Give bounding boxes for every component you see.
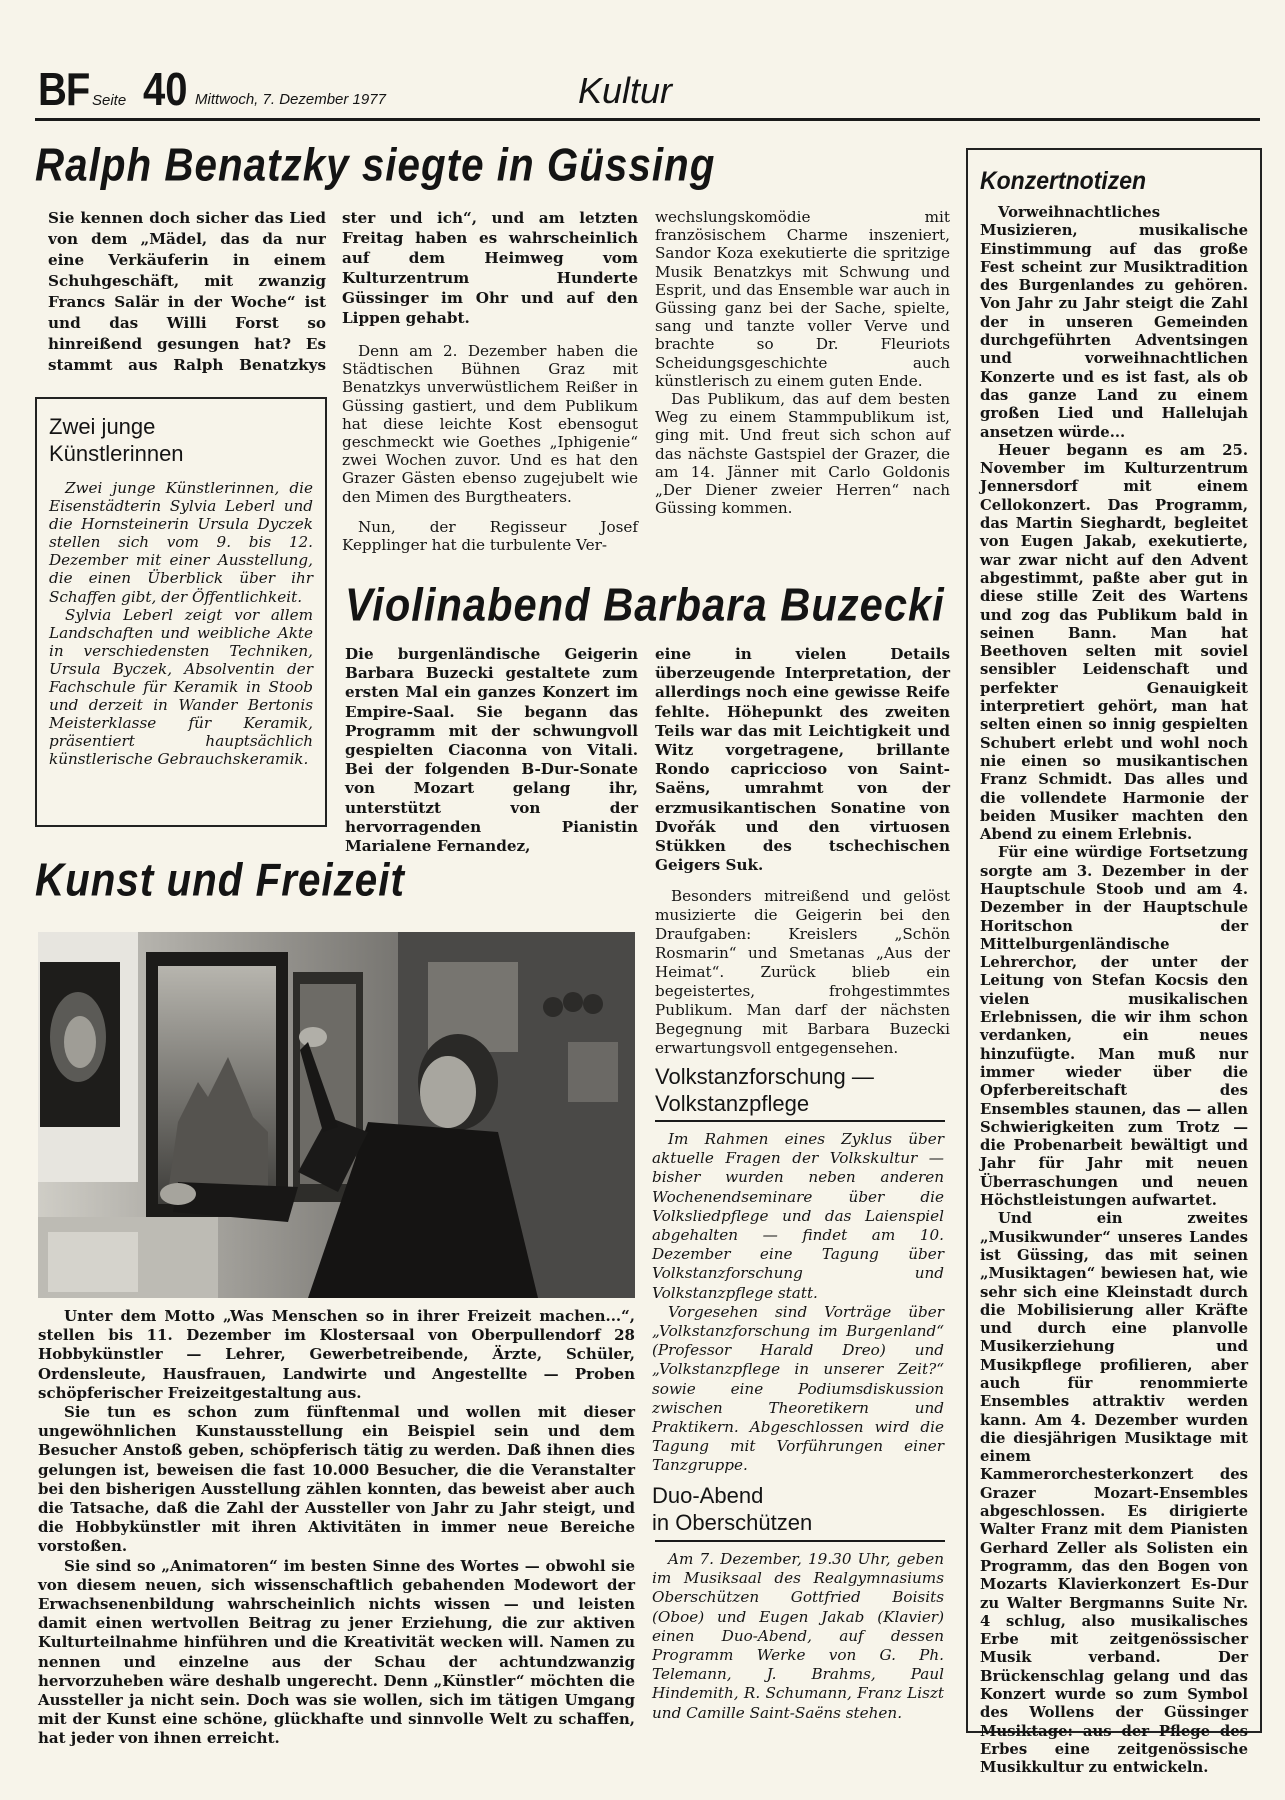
paragraph: Zwei junge Künstlerinnen, die Eisenstädterin Sylvia Leberl und die Hornsteinerin Ursula Dyczek stellen sich vom 9. bis 12. Dezember mit einer Ausstellung, die einen Überblick über ihr Schaffen gibt, der Öffentlichkeit. — [49, 479, 313, 606]
article-violinabend-col1: Die burgenländische Geigerin Barbara Buzecki gestaltete zum ersten Mal ein ganzes Konzert im Empire-Saal. Sie begann das Programm mit der schwungvoll gespielten Ciaconna von Vitali. Bei der folgenden B-Dur-Sonate von Mozart gelang ihr, unterstützt von der hervorragenden Pianistin Marialene Fernandez, — [345, 645, 638, 856]
headline-benatzky: Ralph Benatzky siegte in Güssing — [35, 140, 716, 191]
paragraph: Das Publikum, das auf dem besten Weg zu einem Stammpublikum ist, ging mit. Und freut sich schon auf das nächste Gastspiel der Grazer, die am 14. Jänner mit Carlo Goldonis „Der Diener zweier Herren“ nach Güssing kommen. — [655, 390, 950, 518]
box-kuenstlerinnen — [35, 397, 327, 827]
paragraph: Sie sind so „Animatoren“ im besten Sinne des Wortes — obwohl sie von diesem neuen, sich wissenschaftlich gebahenden Modewort der Erwachsenenbildung wahrscheinlich nichts wissen — und leisten damit einen wertvollen Beitrag zu jener Erziehung, die zur aktiven Kulturteilnahme hinführen und die Kreativität wecken will. Namen zu nennen und einzelne aus der Schau der achtundzwanzig hervorzuheben wäre deshalb ungerecht. Denn „Künstler“ möchten die Aussteller ja nicht sein. Doch was sie wollen, sich im tätigen Umgang mit der Kunst eine schöne, glückhafte und sinnvolle Welt zu schaffen, hat jeder von ihnen erreicht. — [38, 1556, 635, 1748]
paragraph: eine in vielen Details überzeugende Interpretation, der allerdings noch eine gewisse Reife fehlte. Höhepunkt des zweiten Teils war das mit Leichtigkeit und Witz vorgetragene, brillante Rondo capriccioso von Saint-Saëns, umrahmt von der erzmusikantischen Sonatine von Dvořák und den virtuosen Stükken des tschechischen Geigers Suk. — [655, 645, 950, 875]
paragraph: Besonders mitreißend und gelöst musizierte die Geigerin bei den Draufgaben: Kreislers „Schön Rosmarin“ und Smetanas „Aus der Heimat“. Zurück blieb ein begeistertes, frohgestimmtes Publikum. Man darf der nächsten Begegnung mit Barbara Buzecki erwartungsvoll entgegensehen. — [655, 887, 950, 1058]
headline-line: Duo-Abend — [652, 1483, 764, 1508]
article-benatzky-col3 — [655, 208, 950, 517]
header-rule — [35, 118, 1260, 121]
paragraph: Sylvia Leberl zeigt vor allem Landschaften und weibliche Akte in verschiedensten Techniken, Ursula Byczek, Absolventin der Fachschule für Keramik in Stoob und derzeit in Wander Bertonis Meisterklasse für Keramik, präsentiert hauptsächlich künstlerische Gebrauchskeramik. — [49, 605, 313, 769]
paragraph: Nun, der Regisseur Josef Kepplinger hat die turbulente Ver- — [342, 517, 638, 555]
article-violinabend-col2 — [655, 645, 950, 1058]
headline-line: Volkstanzforschung — — [655, 1064, 874, 1089]
article-benatzky-col1: Sie kennen doch sicher das Lied von dem „Mädel, das da nur eine Verkäuferin in einem Schuhgeschäft, mit zwanzig Francs Salär in der Woche“ ist und das Willi Forst so hinreißend gesungen hat? Es stammt aus Ralph Benatzkys — [48, 209, 326, 374]
headline-kunst-freizeit: Kunst und Freizeit — [35, 855, 405, 906]
gallery-hanging-photo — [38, 932, 635, 1298]
section-title: Kultur — [578, 70, 673, 111]
article-benatzky-col2 — [342, 208, 638, 554]
article-duo-abend-body: Am 7. Dezember, 19.30 Uhr, geben im Musiksaal des Realgymnasiums Oberschützen Gottfried Boisits (Oboe) und Eugen Jakab (Klavier) einen Duo-Abend, auf dessen Programm Werke von G. Ph. Telemann, J. Brahms, Paul Hindemith, R. Schumann, Franz Liszt und Camille Saint-Saëns stehen. — [652, 1550, 944, 1722]
volkstanz-rule — [655, 1120, 945, 1122]
duo-rule — [655, 1540, 945, 1542]
brand-logo: BF — [38, 64, 90, 116]
headline-volkstanz — [655, 1063, 955, 1117]
paragraph: Heuer begann es am 25. November im Kulturzentrum Jennersdorf mit einem Cellokonzert. Das Programm, das Martin Sieghardt, begleitet von Eugen Jakab, exekutierte, war zwar nicht auf den Advent abgestimmt, paßte aber gut in diese stille Zeit des Wartens und zog das Publikum bald in seinen Bann. Man hat Beethoven selten mit soviel sensibler Leidenschaft und perfekter Genauigkeit interpretiert gehört, man hat selten einen so innig gespielten Schubert erlebt und wohl noch nie einen so musikantischen Franz Schmidt. Das alles und die vollendete Harmonie der beiden Musiker machten den Abend zu einem Erlebnis. — [980, 441, 1248, 844]
gallery-photo — [38, 932, 635, 1298]
headline-duo-abend — [652, 1482, 952, 1536]
paragraph: Und ein zweites „Musikwunder“ unseres Landes ist Güssing, das mit seinen „Musiktagen“ bewiesen hat, wie sehr sich eine Kleinstadt durch die Mobilisierung aller Kräfte und durch eine planvolle Musikerziehung und Musikpflege profilieren, aber auch für renommierte Ensembles attraktiv werden kann. Am 4. Dezember wurden die diesjährigen Musiktage mit einem Kammerorchesterkonzert des Grazer Mozart-Ensembles abgeschlossen. Es dirigierte Walter Franz mit dem Pianisten Gerhard Zeller als Solisten ein Programm, das den Bogen von Mozarts Klavierkonzert Es-Dur zu Walter Bergmanns Suite Nr. 4 schlug, also musikalisches Erbe mit zeitgenössischer Musik verband. Der Brückenschlag gelang und das Konzert wurde so zum Symbol des Wollens der Güssinger Musiktage: aus der Pflege des Erbes eine zeitgenössische Musikkultur zu entwickeln. — [980, 1210, 1248, 1777]
paragraph: ster und ich“, und am letzten Freitag haben es wahrscheinlich auf dem Heimweg vom Kulturzentrum Hunderte Güssinger im Ohr und auf den Lippen gehabt. — [342, 209, 638, 327]
article-volkstanz-body — [652, 1130, 944, 1476]
headline-violinabend: Violinabend Barbara Buzecki — [345, 580, 945, 631]
sidebar-konzertnotizen — [966, 148, 1262, 1777]
paragraph: Vorweihnachtliches Musizieren, musikalische Einstimmung auf das große Fest scheint zur Musiktradition des Burgenlandes zu gehören. Von Jahr zu Jahr steigt die Zahl der in unseren Gemeinden durchgeführten Adventsingen und vorweihnachtlichen Konzerte und es ist fast, als ob das ganze Land zu einem großen Lied und Hallelujah ansetzen würde... — [980, 204, 1248, 441]
paragraph: Unter dem Motto „Was Menschen so in ihrer Freizeit machen...“, stellen bis 11. Dezember im Klostersaal von Oberpullendorf 28 Hobbykünstler — Lehrer, Gewerbetreibende, Ärzte, Schüler, Ordensleute, Hausfrauen, Landwirte und Angestellte — Proben schöpferischer Freizeitgestaltung aus. — [38, 1307, 635, 1402]
headline-line: Volkstanzpflege — [655, 1091, 810, 1116]
paragraph: Im Rahmen eines Zyklus über aktuelle Fragen der Volkskultur — bisher wurden neben anderen Wochenendseminare über die Volksliedpflege und das Laienspiel abgehalten — findet am 10. Dezember eine Tagung über Volkstanzforschung und Volkstanzpflege statt. — [652, 1130, 944, 1302]
headline-line: in Oberschützen — [652, 1510, 813, 1535]
paragraph: Für eine würdige Fortsetzung sorgte am 3. Dezember in der Hauptschule Stoob und am 4. Dezember in der Hauptschule Horitschon der Mittelburgenländische Lehrerchor, der unter der Leitung von Stefan Kocsis den vielen musikalischen Erlebnissen, die wir ihm schon verdanken, ein neues hinzufügte. Man muß nur immer wieder über die Opferbereitschaft des Ensembles staunen, das — allen Schwierigkeiten zum Trotz — die Probenarbeit bewältigt und Jahr für Jahr mit neuen Überraschungen und neuen Höchstleistungen aufwartet. — [980, 844, 1248, 1210]
sidebar-title: Konzertnotizen — [980, 166, 1147, 195]
paragraph: Vorgesehen sind Vorträge über „Volkstanzforschung im Burgenland“ (Professor Harald Dreo) und „Volkstanzpflege in unserer Zeit?“ sowie eine Podiumsdiskussion zwischen Theoretikern und Praktikern. Abgeschlossen wird die Tagung mit Vorführungen einer Tanzgruppe. — [652, 1302, 944, 1475]
issue-date: Mittwoch, 7. Dezember 1977 — [195, 91, 386, 108]
article-kunst-freizeit-body — [38, 1307, 635, 1749]
page-number: 40 — [143, 64, 188, 116]
box-title: Zwei junge Künstlerinnen — [49, 414, 184, 466]
paragraph: Denn am 2. Dezember haben die Städtischen Bühnen Graz mit Benatzkys unverwüstlichem Reißer in Güssing gastiert, und dem Publikum hat diese leichte Kost ebensogut geschmeckt wie Goethes „Iphigenie“ zwei Wochen zuvor. Und es hat den Grazer Gästen ebenso zugejubelt wie den Mimen des Burgtheaters. — [342, 342, 638, 506]
paragraph: wechslungskomödie mit französischem Charme inszeniert, Sandor Koza exekutierte die spritzige Musik Benatzkys mit Schwung und Esprit, und das Ensemble war auch in Güssing ganz bei der Sache, spielte, sang und tanzte voller Verve und brachte so Dr. Fleuriots Scheidungsgeschichte auch künstlerisch zu einem guten Ende. — [655, 208, 950, 390]
paragraph: Sie tun es schon zum fünftenmal und wollen mit dieser ungewöhnlichen Kunstausstellung ein Beispiel sein und dem Besucher Anstoß geben, schöpferisch tätig zu werden. Daß ihnen dies gelungen ist, beweisen die fast 10.000 Besucher, die die Veranstalter bei den bisherigen Ausstellung zählen konnten, das beweist aber auch die Tatsache, daß die Zahl der Aussteller von Jahr zu Jahr steigt, und die Hobbykünstler mit ihren Aktivitäten in immer neue Bereiche vorstoßen. — [38, 1403, 635, 1556]
page-label: Seite — [92, 92, 127, 109]
